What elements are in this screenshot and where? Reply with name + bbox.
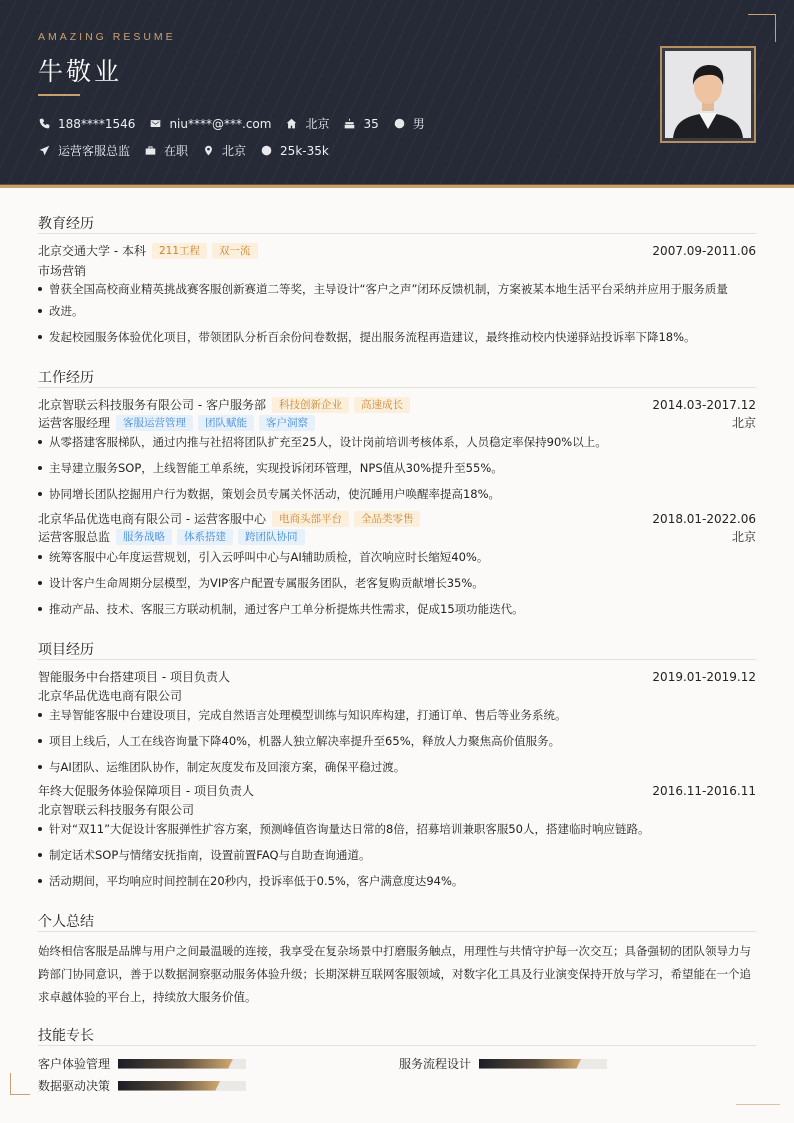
skill-tag: 体系搭建 xyxy=(177,529,233,545)
job-bullet: 推动产品、技术、客服三方联动机制，通过客户工单分析提炼共性需求，促成15项功能迭代。 xyxy=(38,598,756,620)
company-name: 北京华品优选电商有限公司 - 运营客服中心 xyxy=(38,512,266,526)
mail-icon xyxy=(149,117,162,130)
project-bullet: 与AI团队、运维团队协作，制定灰度发布及回滚方案，确保平稳过渡。 xyxy=(38,756,756,778)
job-city: 北京 xyxy=(731,530,756,544)
education-bullet: 发起校园服务体验优化项目，带领团队分析百余份问卷数据，提出服务流程再造建议，最终推动校内快递驿站投诉率下降18%。 xyxy=(38,326,756,348)
skill-tag: 客户洞察 xyxy=(259,415,315,431)
section-divider xyxy=(38,931,756,932)
job-intent-row xyxy=(38,142,343,159)
project-bullet: 活动期间，平均响应时间控制在20秒内，投诉率低于0.5%，客户满意度达94%。 xyxy=(38,870,756,892)
gender-icon xyxy=(393,117,406,130)
salary-info xyxy=(260,144,329,158)
job-status-text: 在职 xyxy=(164,144,189,158)
job-date: 2018.01-2022.06 xyxy=(652,511,756,526)
candidate-name: 牛敬业 xyxy=(38,57,123,86)
gender-text: 男 xyxy=(412,117,425,131)
target-city-text: 北京 xyxy=(222,144,247,158)
work-section-title: 工作经历 xyxy=(38,370,94,386)
job-bullet: 统筹客服中心年度运营规划，引入云呼叫中心与AI辅助质检，首次响应时长缩短40%。 xyxy=(38,546,756,568)
salary-text: 25k-35k xyxy=(280,143,329,158)
job-bullet: 协同增长团队挖掘用户行为数据，策划会员专属关怀活动，使沉睡用户唤醒率提高18%。 xyxy=(38,483,756,505)
job-date: 2014.03-2017.12 xyxy=(652,397,756,412)
section-divider xyxy=(38,1045,756,1046)
project-bullet: 制定话术SOP与情绪安抚指南，设置前置FAQ与自助查询通道。 xyxy=(38,844,756,866)
project-bullet: 项目上线后，人工在线咨询量下降40%，机器人独立解决率提升至65%，释放人力聚焦高价值服务。 xyxy=(38,730,756,752)
residence-info xyxy=(285,115,329,132)
skill-level-bar xyxy=(479,1059,607,1069)
project-entry-header xyxy=(38,782,756,799)
company-name: 北京智联云科技服务有限公司 - 客户服务部 xyxy=(38,398,266,412)
home-icon xyxy=(285,117,298,130)
money-icon xyxy=(260,144,273,157)
phone-icon xyxy=(38,117,51,130)
resume-tagline: AMAZING RESUME xyxy=(38,31,176,43)
section-divider xyxy=(38,387,756,388)
footer-decoration-line xyxy=(736,1104,780,1105)
skill-tag: 跨团队协同 xyxy=(238,529,305,545)
project-company: 北京华品优选电商有限公司 xyxy=(38,689,183,703)
company-tag: 全品类零售 xyxy=(354,511,421,527)
avatar xyxy=(665,51,751,138)
project-company: 北京智联云科技服务有限公司 xyxy=(38,803,195,817)
skill-name: 数据驱动决策 xyxy=(38,1079,111,1093)
education-bullet-continuation: 改进。 xyxy=(38,300,756,322)
profile-photo-frame xyxy=(660,46,756,143)
corner-decoration-bottom-left xyxy=(10,1073,30,1095)
job-city: 北京 xyxy=(731,416,756,430)
skills-section-title: 技能专长 xyxy=(38,1028,94,1044)
name-underline xyxy=(38,94,80,96)
education-major: 市场营销 xyxy=(38,264,87,278)
company-tag: 电商头部平台 xyxy=(272,511,349,527)
job-bullet: 主导建立服务SOP，上线智能工单系统，实现投诉闭环管理，NPS值从30%提升至55%。 xyxy=(38,457,756,479)
send-icon xyxy=(38,144,51,157)
profile-photo xyxy=(665,51,751,138)
education-bullet: 曾获全国高校商业精英挑战赛客服创新赛道二等奖，主导设计“客户之声”闭环反馈机制，方案被某本地生活平台采纳并应用于服务质量 xyxy=(38,278,756,300)
school-tag: 211工程 xyxy=(152,243,207,259)
phone-text: 188****1546 xyxy=(58,116,136,131)
summary-section-title: 个人总结 xyxy=(38,914,94,930)
target-position-text: 运营客服总监 xyxy=(58,144,131,158)
gender-info xyxy=(393,115,425,132)
section-divider xyxy=(38,233,756,234)
skill-level-bar xyxy=(118,1081,246,1091)
education-entry-header xyxy=(38,242,756,259)
job-bullet: 从零搭建客服梯队，通过内推与社招将团队扩充至25人，设计岗前培训考核体系，人员稳定率保持90%以上。 xyxy=(38,431,756,453)
job-bullet: 设计客户生命周期分层模型，为VIP客户配置专属服务团队，老客复购贡献增长35%。 xyxy=(38,572,756,594)
skill-item xyxy=(38,1077,246,1094)
header-divider xyxy=(0,184,794,188)
skill-level-fill xyxy=(118,1059,233,1069)
project-bullet: 主导智能客服中台建设项目，完成自然语言处理模型训练与知识库构建，打通订单、售后等业务系统。 xyxy=(38,704,756,726)
age-text: 35 xyxy=(363,116,379,131)
section-divider xyxy=(38,659,756,660)
job-status-info xyxy=(144,142,188,159)
skill-tag: 客服运营管理 xyxy=(116,415,193,431)
project-name: 智能服务中台搭建项目 - 项目负责人 xyxy=(38,670,230,684)
education-section-title: 教育经历 xyxy=(38,216,94,232)
school-name: 北京交通大学 - 本科 xyxy=(38,244,146,258)
skill-level-fill xyxy=(479,1059,581,1069)
email-text: niu****@***.com xyxy=(169,116,272,131)
skill-name: 客户体验管理 xyxy=(38,1057,111,1071)
project-date: 2019.01-2019.12 xyxy=(652,669,756,684)
briefcase-icon xyxy=(144,144,157,157)
project-date: 2016.11-2016.11 xyxy=(652,783,756,798)
residence-text: 北京 xyxy=(305,117,330,131)
company-tag: 科技创新企业 xyxy=(272,397,349,413)
corner-decoration-top-right xyxy=(748,14,776,42)
age-info xyxy=(343,117,378,131)
location-pin-icon xyxy=(202,144,215,157)
cake-icon xyxy=(343,117,356,130)
skill-tag: 服务战略 xyxy=(116,529,172,545)
project-entry-header xyxy=(38,668,756,685)
skill-level-bar xyxy=(118,1059,246,1069)
skill-item xyxy=(38,1055,246,1072)
skill-tag: 团队赋能 xyxy=(198,415,254,431)
job-position-row xyxy=(38,414,756,431)
target-position-info xyxy=(38,142,130,159)
education-date: 2007.09-2011.06 xyxy=(652,243,756,258)
projects-section-title: 项目经历 xyxy=(38,642,94,658)
contact-info-row xyxy=(38,115,439,132)
skill-level-fill xyxy=(118,1081,220,1091)
skill-item xyxy=(399,1055,607,1072)
email-info xyxy=(149,117,271,131)
skill-name: 服务流程设计 xyxy=(399,1057,472,1071)
phone-info xyxy=(38,117,135,131)
job-entry-header xyxy=(38,396,756,413)
job-position-row xyxy=(38,528,756,545)
job-position: 运营客服总监 xyxy=(38,530,111,544)
company-tag: 高速成长 xyxy=(354,397,410,413)
school-tag: 双一流 xyxy=(212,243,258,259)
project-name: 年终大促服务体验保障项目 - 项目负责人 xyxy=(38,784,254,798)
job-entry-header xyxy=(38,510,756,527)
project-bullet: 针对“双11”大促设计客服弹性扩容方案，预测峰值咨询量达日常的8倍，招募培训兼职客服50人，搭建临时响应链路。 xyxy=(38,818,756,840)
job-position: 运营客服经理 xyxy=(38,416,111,430)
target-city-info xyxy=(202,142,246,159)
summary-text: 始终相信客服是品牌与用户之间最温暖的连接，我享受在复杂场景中打磨服务触点，用理性与共情守护每一次交互；具备强韧的团队领导力与跨部门协同意识，善于以数据洞察驱动服务体验升级；长期深耕互联网客服领域，对数字化工具及行业演变保持开放与学习，希望能在一个追求卓越体验的平台上，持续放大服务价值。 xyxy=(38,944,751,1004)
